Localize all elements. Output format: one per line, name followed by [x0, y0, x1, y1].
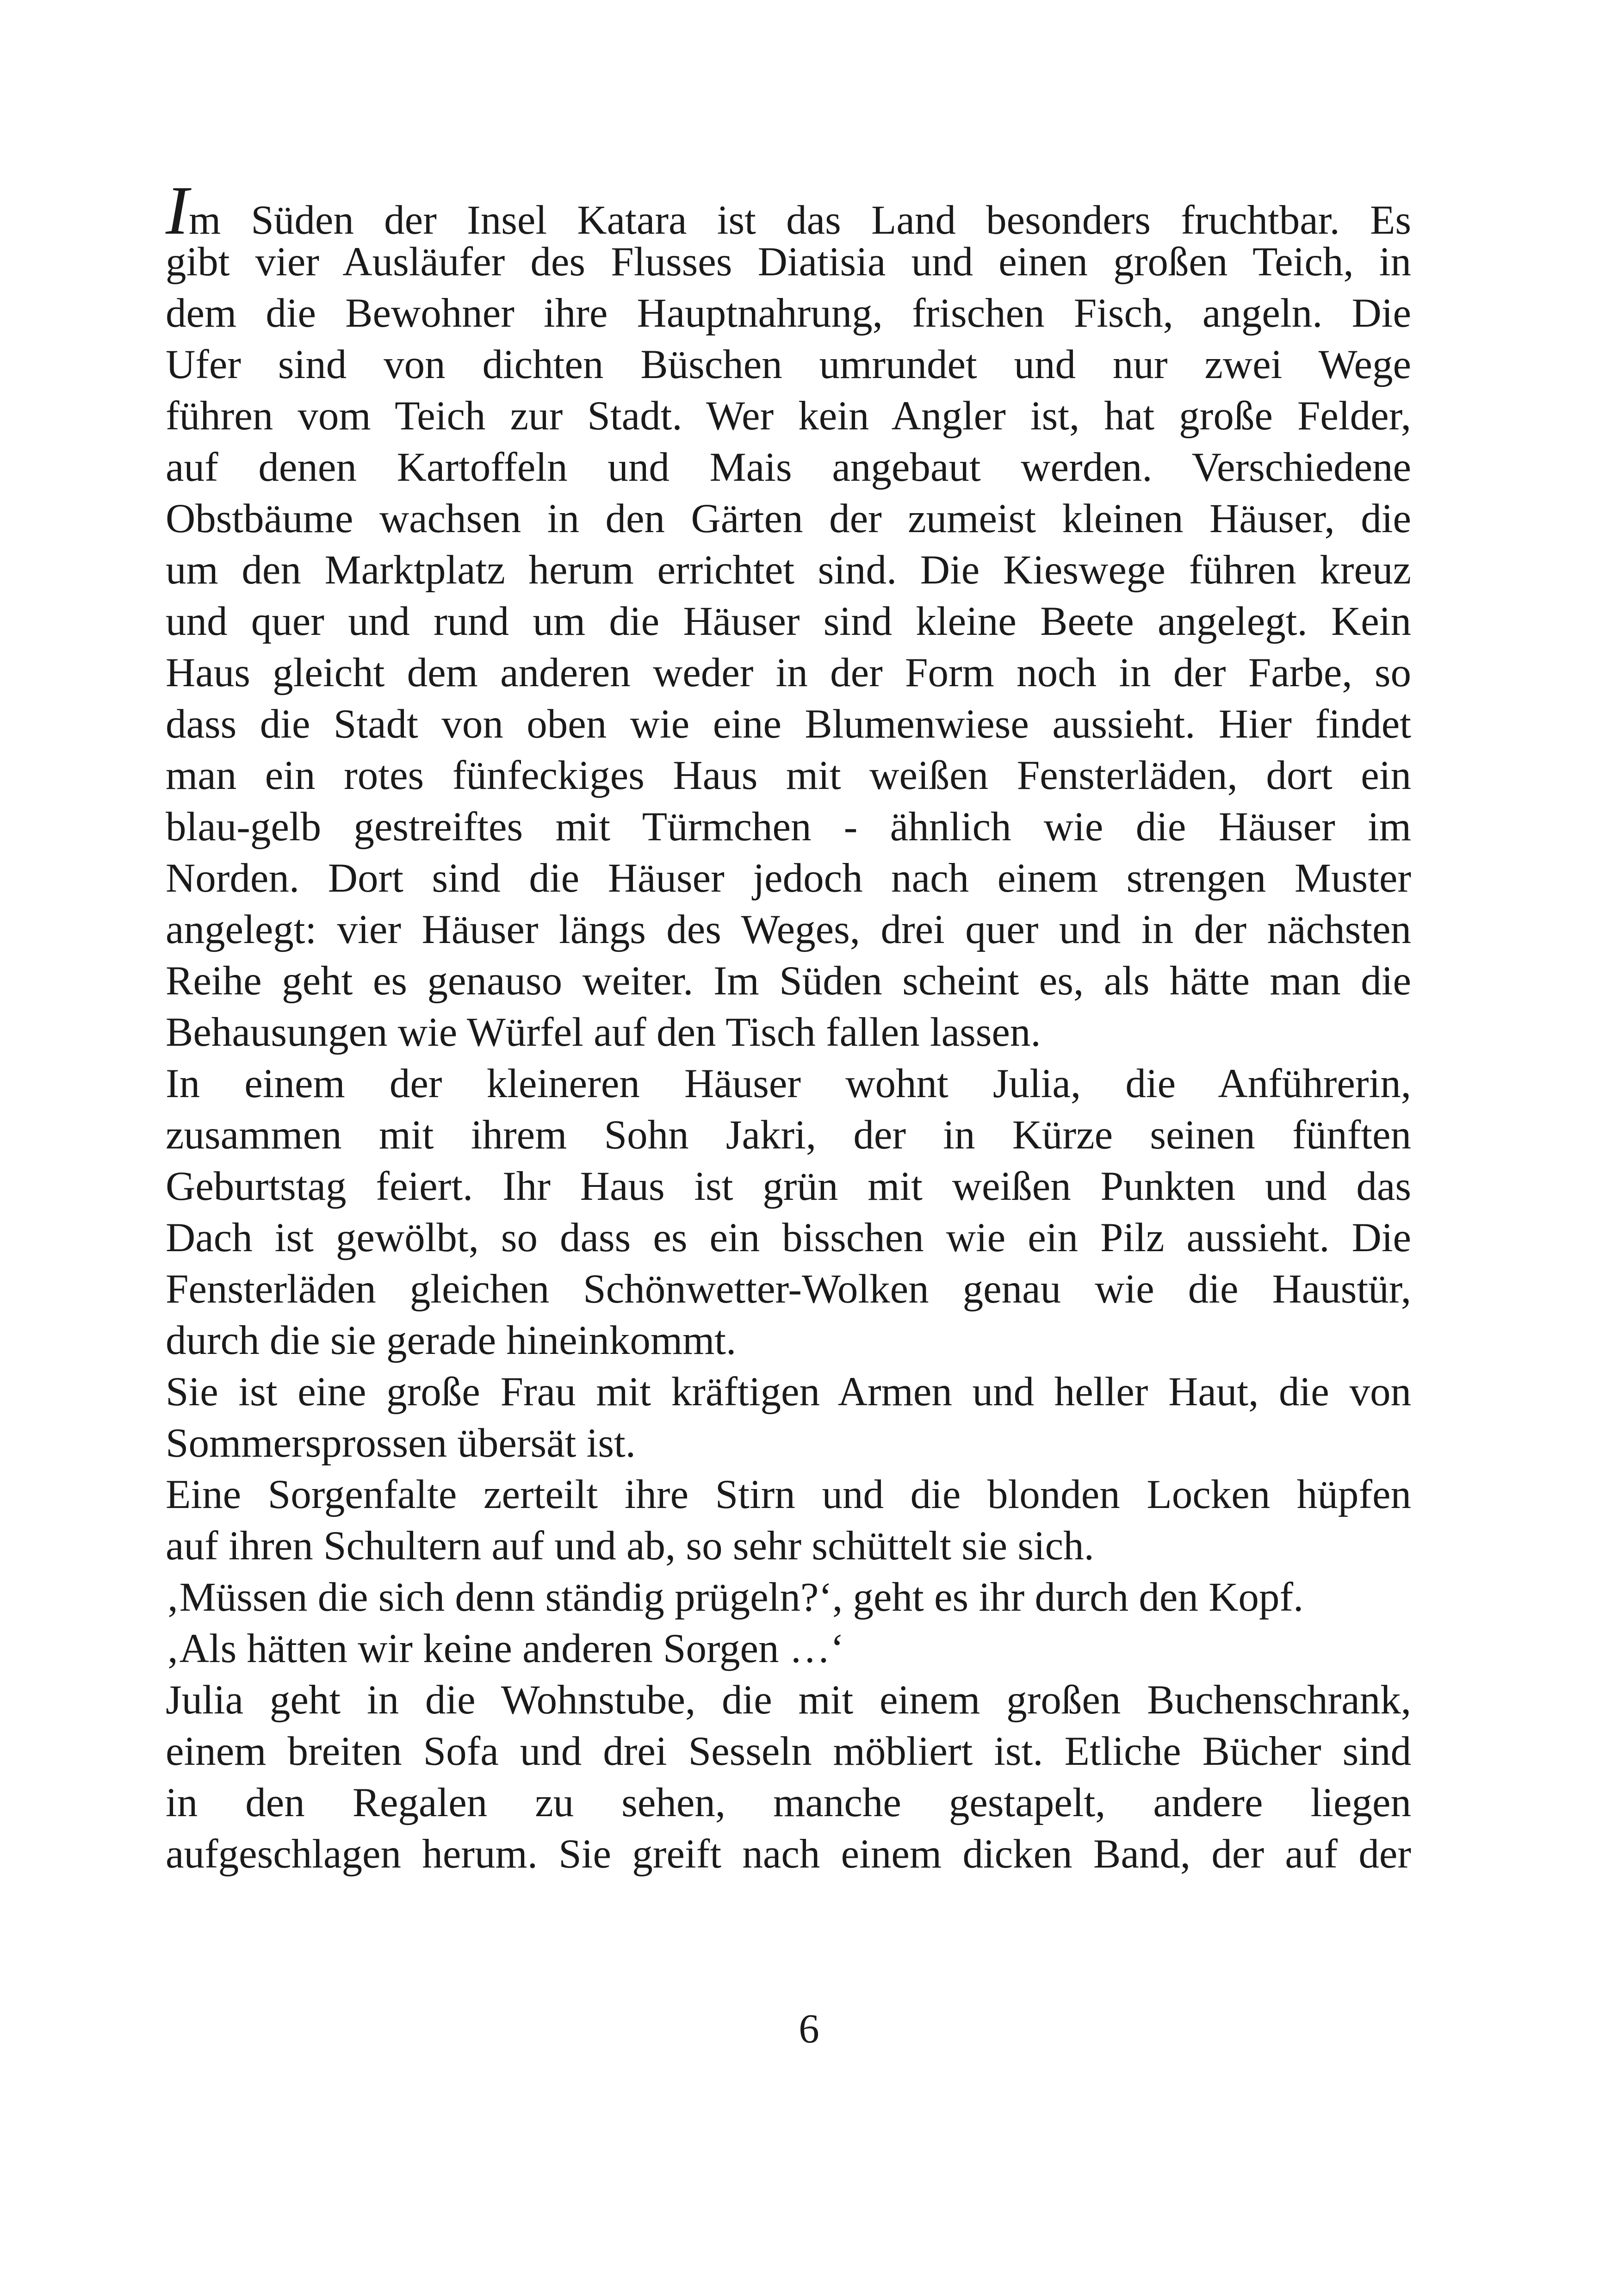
text-line-6: Obstbäume wachsen in den Gärten der zumeist kleinen Häuser, die	[166, 496, 1411, 541]
text-line-17: In einem der kleineren Häuser wohnt Julia, die Anführerin,	[166, 1061, 1411, 1106]
text-line-19: Geburtstag feiert. Ihr Haus ist grün mit weißen Punkten und das	[166, 1164, 1411, 1209]
body-text	[166, 172, 1411, 1880]
text-line-22: durch die sie gerade hineinkommt.	[166, 1318, 737, 1363]
text-line-3: Ufer sind von dichten Büschen umrundet und nur zwei Wege	[166, 342, 1411, 387]
text-line-23: Sie ist eine große Frau mit kräftigen Armen und heller Haut, die von	[166, 1369, 1411, 1415]
text-line-30: einem breiten Sofa und drei Sesseln möbliert ist. Etliche Bücher sind	[166, 1729, 1411, 1774]
text-line-31: in den Regalen zu sehen, manche gestapelt, andere liegen	[166, 1780, 1411, 1825]
text-line-0-rest: m Süden der Insel Katara ist das Land besonders fruchtbar. Es	[188, 198, 1411, 243]
text-line-8: und quer und rund um die Häuser sind kleine Beete angelegt. Kein	[166, 599, 1411, 644]
text-line-27: ‚Müssen die sich denn ständig prügeln?‘, geht es ihr durch den Kopf.	[166, 1575, 1304, 1620]
text-line-2: dem die Bewohner ihre Hauptnahrung, frischen Fisch, angeln. Die	[166, 291, 1411, 336]
text-line-32: aufgeschlagen herum. Sie greift nach einem dicken Band, der auf der	[166, 1831, 1411, 1877]
text-line-15: Reihe geht es genauso weiter. Im Süden scheint es, als hätte man die	[166, 958, 1411, 1004]
text-line-28: ‚Als hätten wir keine anderen Sorgen …‘	[166, 1626, 844, 1671]
text-line-13: Norden. Dort sind die Häuser jedoch nach einem strengen Muster	[166, 856, 1411, 901]
text-line-12: blau-gelb gestreiftes mit Türmchen - ähnlich wie die Häuser im	[166, 804, 1411, 850]
text-line-14: angelegt: vier Häuser längs des Weges, drei quer und in der nächsten	[166, 907, 1411, 952]
page-number: 6	[799, 2006, 819, 2052]
text-line-4: führen vom Teich zur Stadt. Wer kein Angler ist, hat große Felder,	[166, 393, 1411, 439]
text-line-10: dass die Stadt von oben wie eine Blumenwiese aussieht. Hier findet	[166, 701, 1411, 747]
text-line-5: auf denen Kartoffeln und Mais angebaut werden. Verschiedene	[166, 445, 1411, 490]
text-line-25: Eine Sorgenfalte zerteilt ihre Stirn und die blonden Locken hüpfen	[166, 1472, 1411, 1517]
text-line-20: Dach ist gewölbt, so dass es ein bisschen wie ein Pilz aussieht. Die	[166, 1215, 1411, 1260]
text-line-26: auf ihren Schultern auf und ab, so sehr schüttelt sie sich.	[166, 1523, 1094, 1569]
text-line-18: zusammen mit ihrem Sohn Jakri, der in Kürze seinen fünften	[166, 1112, 1411, 1158]
text-line-0	[166, 172, 1411, 249]
text-line-16: Behausungen wie Würfel auf den Tisch fallen lassen.	[166, 1010, 1041, 1055]
text-line-1: gibt vier Ausläufer des Flusses Diatisia und einen großen Teich, in	[166, 239, 1411, 285]
text-line-29: Julia geht in die Wohnstube, die mit einem großen Buchenschrank,	[166, 1677, 1411, 1723]
text-line-9: Haus gleicht dem anderen weder in der Form noch in der Farbe, so	[166, 650, 1411, 695]
text-line-11: man ein rotes fünfeckiges Haus mit weißen Fensterläden, dort ein	[166, 753, 1411, 798]
text-line-7: um den Marktplatz herum errichtet sind. Die Kieswege führen kreuz	[166, 547, 1411, 593]
text-line-24: Sommersprossen übersät ist.	[166, 1421, 636, 1466]
drop-initial: I	[166, 172, 189, 249]
text-line-21: Fensterläden gleichen Schönwetter-Wolken genau wie die Haustür,	[166, 1266, 1411, 1312]
